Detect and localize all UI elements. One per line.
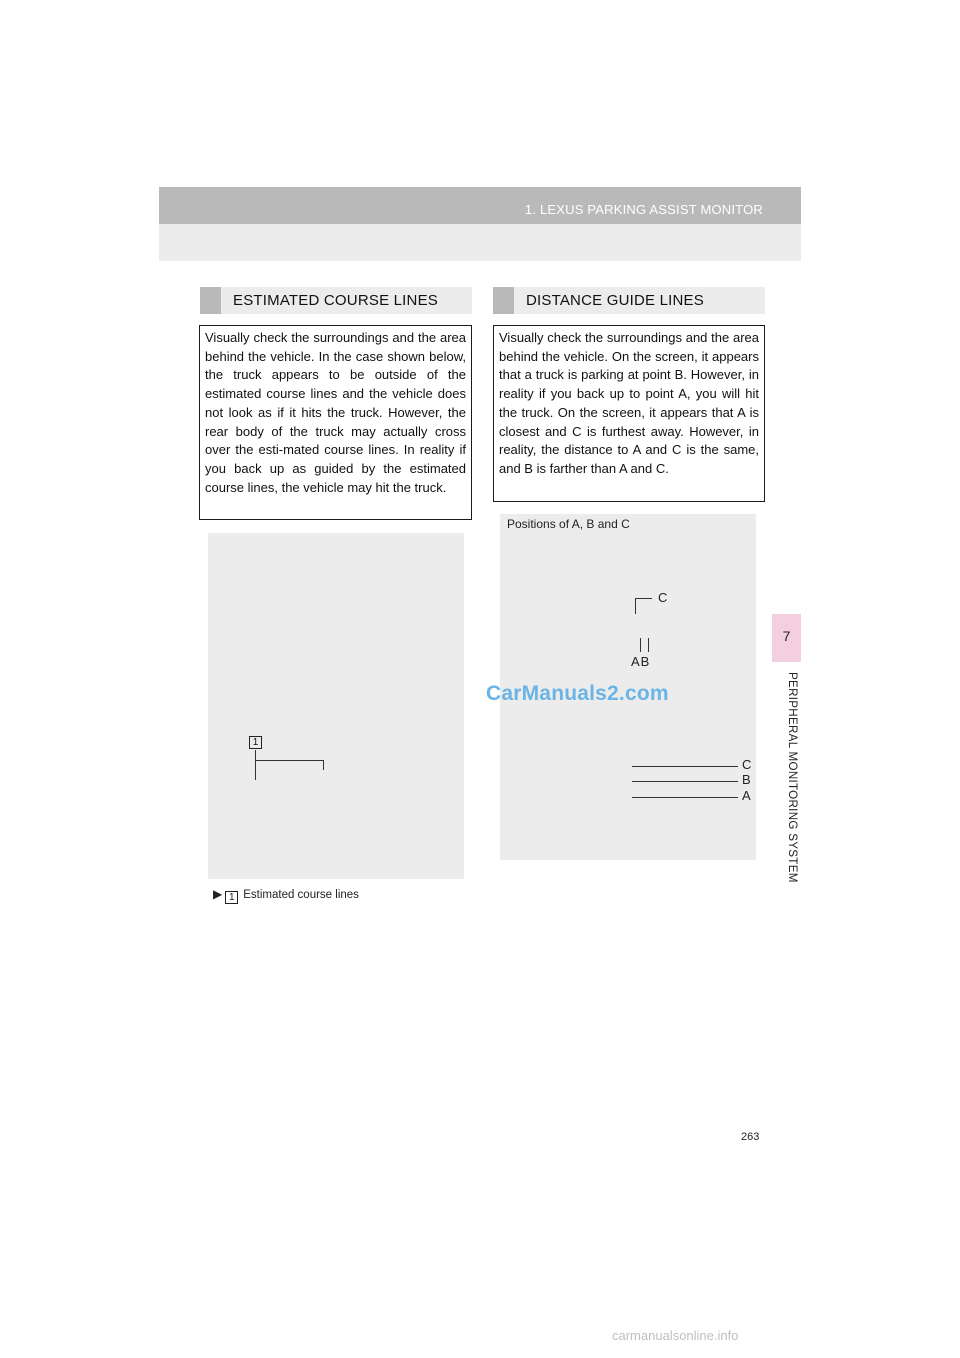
heading-label: DISTANCE GUIDE LINES [526,292,704,309]
chapter-number: 7 [782,628,791,644]
caption-arrow-icon: ▶ [213,887,223,901]
header-title-bar [159,187,801,224]
distance-line-b [632,781,738,782]
heading-label: ESTIMATED COURSE LINES [233,292,438,309]
caption-callout-1: 1 [225,891,238,904]
header-title: 1. LEXUS PARKING ASSIST MONITOR [524,202,763,217]
label-ab: AB [631,654,651,669]
guide-b-vertical [648,638,649,652]
chapter-side-label: PERIPHERAL MONITORING SYSTEM [786,672,799,883]
distance-guide-lines-text: Visually check the surroundings and the area behind the vehicle. On the screen, it appears that a truck is parking at point B. However, in reality if you back up to point A, you will hit the truck. On the screen, it appears that A is closest and C is furthest away. However, in reality, the distance to A and C is the same, and B is farther than A and C. [493,325,765,502]
section-heading-estimated-course-lines [200,287,472,314]
footer-site-watermark: carmanualsonline.info [612,1328,739,1343]
callout-leader-line [255,750,256,760]
caption-text: Estimated course lines [243,889,359,901]
label-b: B [742,772,751,787]
label-c: C [742,757,752,772]
distance-line-c [632,766,738,767]
course-line-horizontal [255,760,324,761]
positions-caption: Positions of A, B and C [507,517,630,531]
estimated-course-lines-image [208,533,464,879]
carmanuals-watermark: CarManuals2.com [486,682,669,705]
header-band [159,187,801,261]
guide-c-horizontal [635,598,652,599]
label-a: A [742,788,751,803]
chapter-tab [772,614,801,662]
label-c-top: C [658,590,668,605]
distance-line-a [632,797,738,798]
estimated-course-lines-text: Visually check the surroundings and the area behind the vehicle. In the case shown below, the truck appears to be outside of the estimated course lines and the vehicle does not look as if it hits the truck. However, the rear body of the truck may actually cross over the esti-mated course lines. In reality if you back up as guided by the estimated course lines, the vehicle may hit the truck. [199,325,472,520]
callout-1: 1 [249,736,262,749]
course-line-left-tick [255,760,256,780]
course-line-right-tick [323,760,324,770]
guide-a-vertical [640,638,641,652]
heading-marker [200,287,221,314]
heading-marker [493,287,514,314]
page-number: 263 [741,1131,760,1143]
figure-caption [213,887,359,904]
section-heading-distance-guide-lines [493,287,765,314]
guide-c-vertical [635,598,636,614]
